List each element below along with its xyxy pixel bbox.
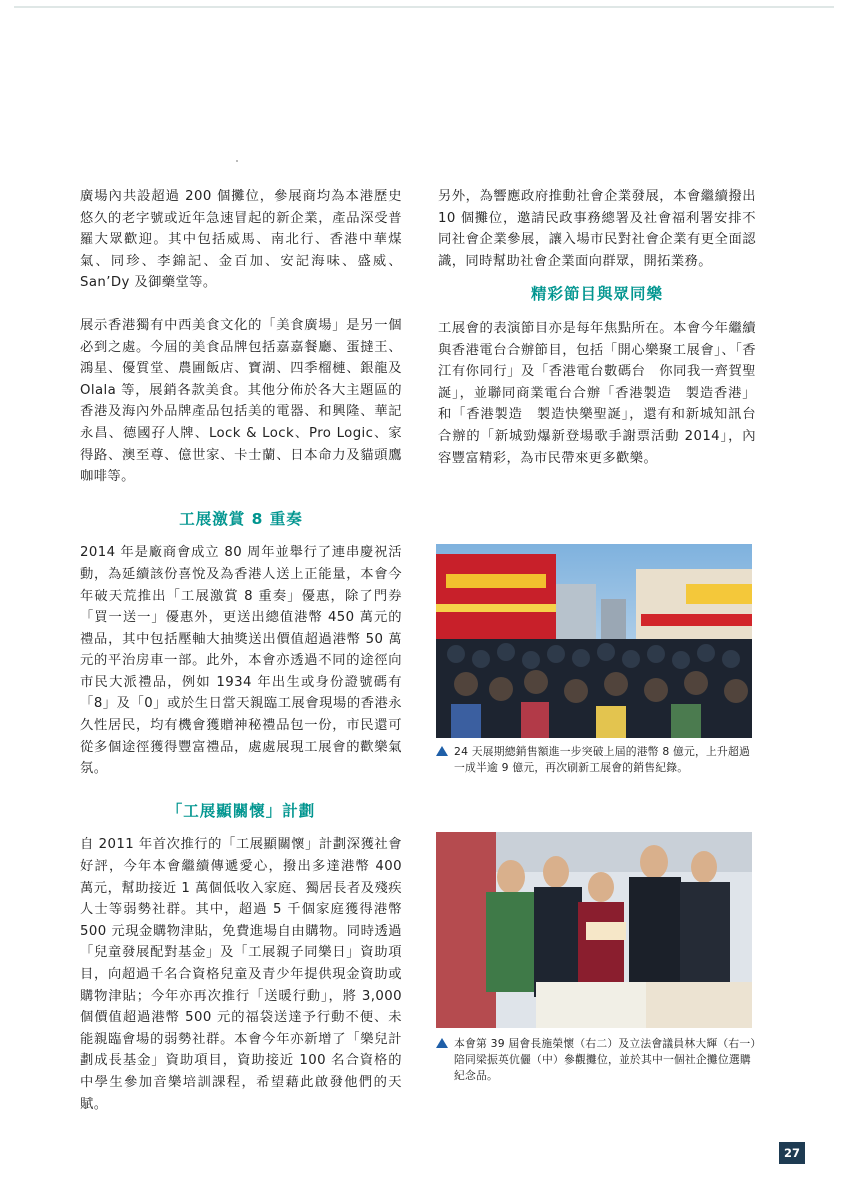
photo-crowd bbox=[436, 544, 752, 738]
scan-dot bbox=[236, 160, 238, 162]
section-heading-bonus: 工展激賞 8 重奏 bbox=[179, 509, 303, 528]
right-paragraph-2: 工展會的表演節目亦是每年焦點所在。本會今年繼續與香港電台合辦節目，包括「開心樂聚工展會」、「香江有你同行」及「香港電台數碼台 你同我一齊賀聖誕」，並聯同商業電台合辦「香港製造 製造香港」和「香港製造 製造快樂聖誕」，還有和新城知訊台合辦的「新城勁爆新登場歌手謝票活動 2014」，內容豐富精彩，為市民帶來更多歡樂。 bbox=[438, 320, 756, 466]
left-paragraph-4: 自 2011 年首次推行的「工展顯關懷」計劃深獲社會好評，今年本會繼續傳遞愛心，撥出多達港幣 400 萬元，幫助接近 1 萬個低收入家庭、獨居長者及殘疾人士等弱勢社群。其中，超過 5 千個家庭獲得港幣 500 元現金購物津貼，免費進場自由購物。同時透過「兒童發展配對基金」及「工展親子同樂日」資助項目，向超過千名合資格兒童及青少年提供現金資助或購物津貼；今年亦再次推行「送暖行動」，將 3,000 個價值超過港幣 500 元的福袋送達予行動不便、未能親臨會場的弱勢社群。本會今年亦新增了「樂兒計劃成長基金」資助項目，資助接近 100 名合資格的中學生參加音樂培訓課程，希望藉此啟發他們的天賦。 bbox=[80, 837, 402, 1112]
caption-text: 本會第 39 屆會長施榮懷（右二）及立法會議員林大輝（右一）陪同梁振英伉儷（中）參觀攤位，並於其中一個社企攤位選購紀念品。 bbox=[454, 1037, 756, 1082]
right-column bbox=[438, 186, 756, 490]
caption-text: 24 天展期總銷售額進一步突破上屆的港幣 8 億元，上升超過一成半逾 9 億元，再次刷新工展會的銷售紀錄。 bbox=[454, 745, 751, 774]
left-paragraph-2: 展示香港獨有中西美食文化的「美食廣場」是另一個必到之處。今屆的美食品牌包括嘉嘉餐廳、蛋撻王、鴻星、優質堂、農圃飯店、寶湖、四季榴槤、銀龍及 Olala 等，展銷各款美食。其他分佈於各大主題區的香港及海內外品牌產品包括美的電器、和興隆、華記永昌、德國孖人牌、Lock & Lock、Pro Logic、家得路、澳至尊、億世家、卡士蘭、日本命力及貓頭鷹咖啡等。 bbox=[80, 317, 402, 485]
right-paragraph-1: 另外，為響應政府推動社會企業發展，本會繼續撥出 10 個攤位，邀請民政事務總署及社會福利署安排不同社會企業參展，讓入場市民對社會企業有更全面認識，同時幫助社會企業面向群眾，開拓業務。 bbox=[438, 189, 756, 269]
photo-caption-1 bbox=[436, 744, 756, 776]
top-rule bbox=[14, 6, 834, 8]
caption-triangle-icon bbox=[436, 1038, 448, 1048]
page-number: 27 bbox=[779, 1142, 805, 1164]
section-heading-programmes: 精彩節目與眾同樂 bbox=[530, 285, 663, 304]
section-heading-care: 「工展顯關懷」計劃 bbox=[166, 801, 316, 820]
left-paragraph-1: 廣場內共設超過 200 個攤位，參展商均為本港歷史悠久的老字號或近年急速冒起的新企業，產品深受普羅大眾歡迎。其中包括威馬、南北行、香港中華煤氣、同珍、李錦記、金百加、安記海味、盛威、San’Dy 及御藥堂等。 bbox=[80, 189, 402, 291]
left-paragraph-3: 2014 年是廠商會成立 80 周年並舉行了連串慶祝活動，為延續該份喜悅及為香港人送上正能量，本會今年破天荒推出「工展激賞 8 重奏」優惠，除了門券「買一送一」優惠外，更送出總值港幣 450 萬元的禮品，其中包括壓軸大抽獎送出價值超過港幣 50 萬元的平治房車一部。此外，本會亦透過不同的途徑向市民大派禮品，例如 1934 年出生或身份證號碼有「8」及「0」或於生日當天親臨工展會現場的香港永久性居民，均有機會獲贈神秘禮品包一份，市民還可從多個途徑獲得豐富禮品，處處展現工展會的歡樂氣氛。 bbox=[80, 545, 402, 777]
caption-triangle-icon bbox=[436, 746, 448, 756]
photo-caption-2 bbox=[436, 1036, 756, 1084]
photo-visit bbox=[436, 832, 752, 1028]
left-column bbox=[80, 186, 402, 1136]
